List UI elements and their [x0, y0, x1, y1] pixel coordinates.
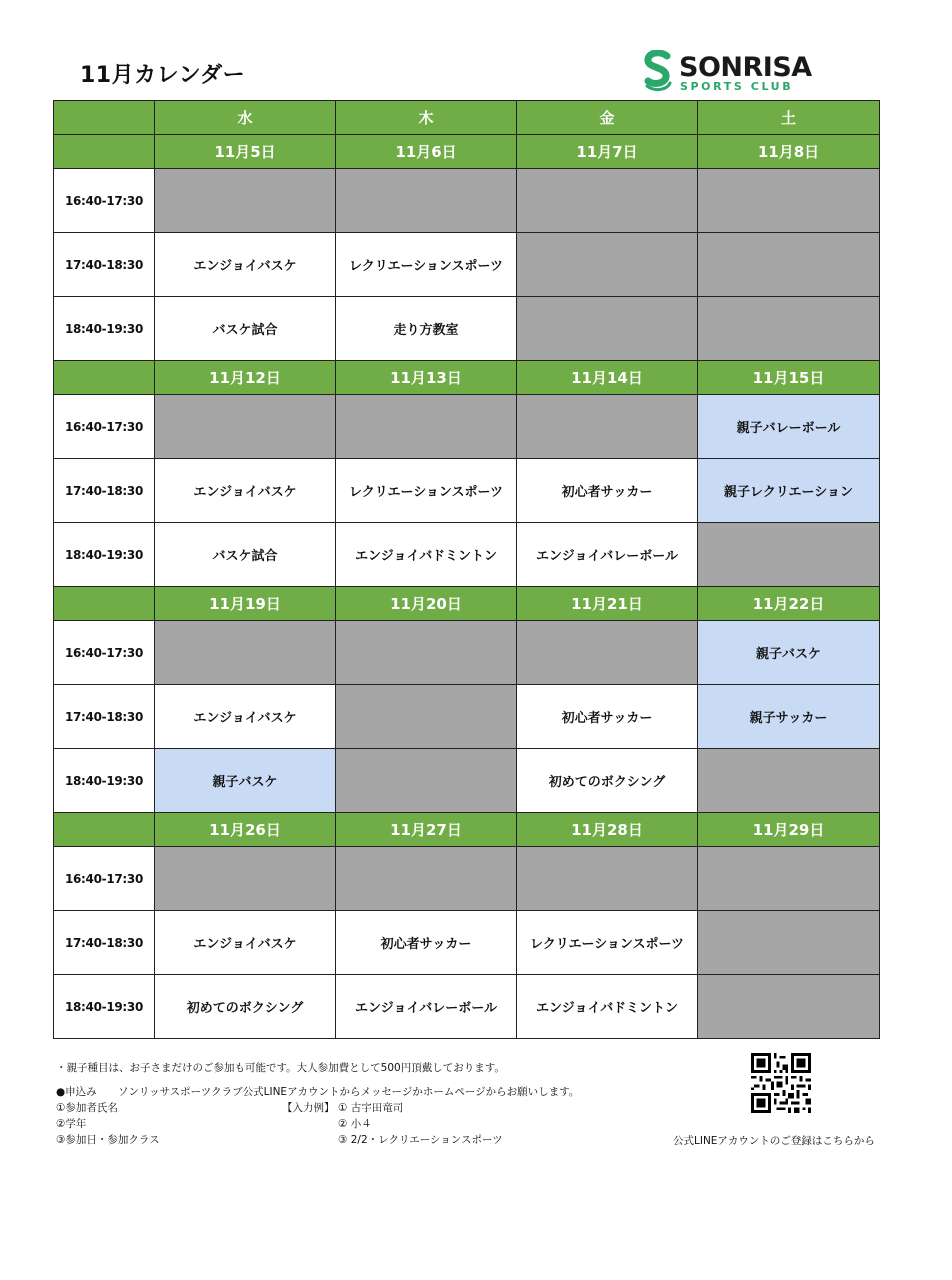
- class-cell: レクリエーションスポーツ: [336, 459, 517, 523]
- date-cell: 11月28日: [517, 813, 698, 847]
- closed-cell: [698, 523, 880, 587]
- apply-label: ●申込み: [56, 1086, 97, 1098]
- date-header-row: [54, 361, 880, 395]
- closed-cell: [155, 169, 336, 233]
- class-cell: レクリエーションスポーツ: [517, 911, 698, 975]
- closed-cell: [698, 975, 880, 1039]
- class-cell: エンジョイバスケ: [155, 911, 336, 975]
- closed-cell: [698, 297, 880, 361]
- weekday-cell: 土: [698, 101, 880, 135]
- time-slot-row: [54, 911, 880, 975]
- class-cell: レクリエーションスポーツ: [336, 233, 517, 297]
- date-cell: 11月5日: [155, 135, 336, 169]
- closed-cell: [336, 169, 517, 233]
- class-cell: エンジョイバスケ: [155, 459, 336, 523]
- time-slot-label: 16:40-17:30: [54, 395, 155, 459]
- time-slot-label: 17:40-18:30: [54, 233, 155, 297]
- date-header-row: [54, 135, 880, 169]
- class-cell: エンジョイバドミントン: [517, 975, 698, 1039]
- closed-cell: [336, 847, 517, 911]
- time-slot-row: [54, 233, 880, 297]
- time-slot-label: 16:40-17:30: [54, 169, 155, 233]
- closed-cell: [698, 911, 880, 975]
- closed-cell: [517, 847, 698, 911]
- closed-cell: [698, 847, 880, 911]
- time-slot-row: [54, 749, 880, 813]
- logo-subtext: SPORTS CLUB: [680, 80, 794, 93]
- class-cell: 親子バレーボール: [698, 395, 880, 459]
- date-header-row: [54, 587, 880, 621]
- date-cell: 11月7日: [517, 135, 698, 169]
- class-cell: エンジョイバスケ: [155, 233, 336, 297]
- class-cell: 初心者サッカー: [336, 911, 517, 975]
- time-slot-row: [54, 847, 880, 911]
- time-slot-row: [54, 459, 880, 523]
- time-slot-row: [54, 169, 880, 233]
- date-header-blank: [54, 587, 155, 621]
- page-title: 11月カレンダー: [80, 63, 246, 88]
- class-cell: 親子バスケ: [155, 749, 336, 813]
- date-header-blank: [54, 135, 155, 169]
- example-1: ① 古宇田竜司: [338, 1102, 404, 1114]
- closed-cell: [517, 297, 698, 361]
- class-cell: エンジョイバレーボール: [336, 975, 517, 1039]
- class-cell: 初心者サッカー: [517, 459, 698, 523]
- field-3: ③参加日・参加クラス: [56, 1134, 160, 1146]
- time-slot-row: [54, 523, 880, 587]
- closed-cell: [698, 233, 880, 297]
- time-slot-row: [54, 395, 880, 459]
- class-cell: 初心者サッカー: [517, 685, 698, 749]
- class-cell: バスケ試合: [155, 523, 336, 587]
- closed-cell: [155, 621, 336, 685]
- class-cell: エンジョイバレーボール: [517, 523, 698, 587]
- date-cell: 11月14日: [517, 361, 698, 395]
- closed-cell: [155, 395, 336, 459]
- logo-text: SONRISA: [679, 52, 812, 83]
- qr-caption: 公式LINEアカウントのご登録はこちらから: [673, 1135, 875, 1147]
- time-slot-row: [54, 685, 880, 749]
- field-1: ①参加者氏名: [56, 1102, 118, 1114]
- sonrisa-s-icon: [643, 50, 673, 92]
- date-cell: 11月8日: [698, 135, 880, 169]
- closed-cell: [517, 395, 698, 459]
- class-cell: 親子レクリエーション: [698, 459, 880, 523]
- example-3: ③ 2/2・レクリエーションスポーツ: [338, 1134, 503, 1146]
- time-slot-label: 16:40-17:30: [54, 621, 155, 685]
- field-2: ②学年: [56, 1118, 87, 1130]
- closed-cell: [336, 621, 517, 685]
- time-slot-label: 18:40-19:30: [54, 975, 155, 1039]
- class-cell: 親子バスケ: [698, 621, 880, 685]
- closed-cell: [155, 847, 336, 911]
- line-qr-code[interactable]: [751, 1053, 811, 1113]
- date-cell: 11月22日: [698, 587, 880, 621]
- example-2: ② 小４: [338, 1118, 372, 1130]
- time-slot-label: 18:40-19:30: [54, 297, 155, 361]
- date-cell: 11月27日: [336, 813, 517, 847]
- closed-cell: [517, 233, 698, 297]
- note-family: ・親子種目は、お子さまだけのご参加も可能です。大人参加費として500円頂戴しております。: [56, 1062, 505, 1074]
- apply-text: ソンリッサスポーツクラブ公式LINEアカウントからメッセージかホームページからお願いします。: [118, 1086, 580, 1098]
- example-label: 【入力例】: [282, 1102, 335, 1114]
- closed-cell: [336, 749, 517, 813]
- closed-cell: [336, 395, 517, 459]
- time-slot-row: [54, 297, 880, 361]
- class-cell: エンジョイバスケ: [155, 685, 336, 749]
- time-slot-label: 17:40-18:30: [54, 685, 155, 749]
- date-cell: 11月20日: [336, 587, 517, 621]
- date-cell: 11月29日: [698, 813, 880, 847]
- time-slot-row: [54, 621, 880, 685]
- date-header-row: [54, 813, 880, 847]
- time-slot-row: [54, 975, 880, 1039]
- date-cell: 11月15日: [698, 361, 880, 395]
- closed-cell: [517, 169, 698, 233]
- date-cell: 11月13日: [336, 361, 517, 395]
- weekday-cell: 木: [336, 101, 517, 135]
- class-cell: エンジョイバドミントン: [336, 523, 517, 587]
- class-cell: バスケ試合: [155, 297, 336, 361]
- date-cell: 11月19日: [155, 587, 336, 621]
- time-slot-label: 17:40-18:30: [54, 911, 155, 975]
- class-cell: 親子サッカー: [698, 685, 880, 749]
- sonrisa-logo: [643, 50, 812, 96]
- date-header-blank: [54, 361, 155, 395]
- time-slot-label: 17:40-18:30: [54, 459, 155, 523]
- closed-cell: [336, 685, 517, 749]
- weekday-header-row: [54, 101, 880, 135]
- class-cell: 初めてのボクシング: [155, 975, 336, 1039]
- calendar-table: [53, 100, 880, 1039]
- date-cell: 11月6日: [336, 135, 517, 169]
- time-slot-label: 18:40-19:30: [54, 523, 155, 587]
- time-slot-label: 16:40-17:30: [54, 847, 155, 911]
- weekday-cell: 水: [155, 101, 336, 135]
- date-cell: 11月21日: [517, 587, 698, 621]
- closed-cell: [698, 169, 880, 233]
- weekday-cell: 金: [517, 101, 698, 135]
- date-header-blank: [54, 813, 155, 847]
- class-cell: 走り方教室: [336, 297, 517, 361]
- time-slot-label: 18:40-19:30: [54, 749, 155, 813]
- corner-cell: [54, 101, 155, 135]
- date-cell: 11月26日: [155, 813, 336, 847]
- closed-cell: [698, 749, 880, 813]
- closed-cell: [517, 621, 698, 685]
- class-cell: 初めてのボクシング: [517, 749, 698, 813]
- date-cell: 11月12日: [155, 361, 336, 395]
